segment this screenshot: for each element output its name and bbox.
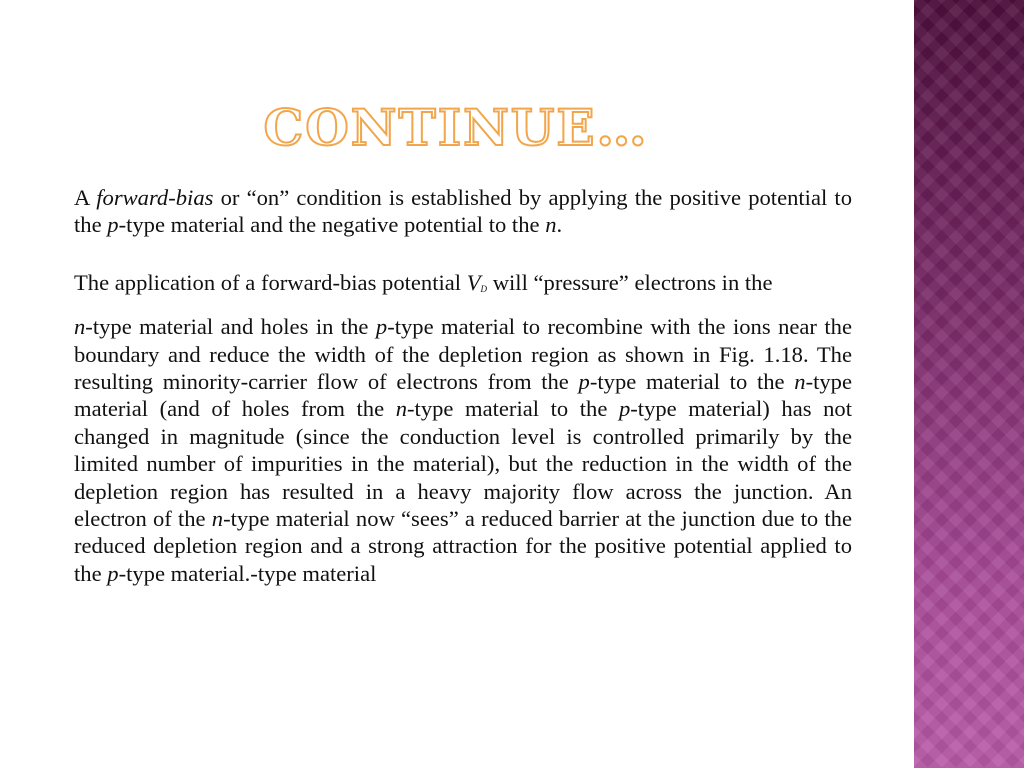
text-italic: V (466, 269, 481, 295)
text-span: -type material to the (589, 369, 795, 395)
text-span: . (556, 212, 563, 238)
text-italic: p (107, 212, 119, 238)
slide-title: CONTINUE… (263, 98, 649, 157)
text-span: will “pressure” electrons in the (487, 269, 773, 295)
text-span: A (74, 185, 97, 210)
text-span: -type material and the negative potential to the (118, 212, 546, 238)
text-span: -type material (and of holes from the (74, 369, 852, 422)
text-span: -type material) has not changed in magnitude (since the conduction level is controlled primarily by the limited number of impurities in the material), but the reduction in the width of the depletion region has resulted in a heavy majority flow across the junction. An electron of the (74, 396, 852, 532)
text-italic: n (794, 369, 806, 395)
text-italic: n (545, 212, 557, 238)
text-italic: forward-bias (96, 185, 214, 210)
text-span: or “on” condition is established by applying the positive potential to the (74, 185, 852, 238)
decorative-side-panel (912, 0, 1024, 768)
text-italic: n (74, 314, 86, 340)
text-italic: p (618, 396, 631, 422)
text-span: -type material to recombine with the ions near the boundary and reduce the width of the depletion region as shown in Fig. 1.18. The resulting minority-carrier flow of electrons from the (74, 314, 852, 395)
subscript-d: D (480, 283, 488, 294)
paragraph-recombination (74, 313, 852, 587)
text-span: The application of a forward-bias potential (74, 269, 467, 295)
text-span: -type material to the (407, 396, 619, 422)
text-italic: n (395, 396, 408, 422)
paragraph-forward-bias (74, 184, 852, 239)
text-italic: p (107, 560, 119, 586)
text-italic: p (578, 369, 590, 395)
text-span: -type material.-type material (118, 560, 377, 586)
text-span: -type material and holes in the (85, 314, 376, 340)
text-italic: p (375, 314, 388, 340)
slide-body (74, 184, 852, 587)
paragraph-application (74, 269, 852, 303)
text-italic: n (211, 506, 224, 532)
text-span: -type material now “sees” a reduced barrier at the junction due to the reduced depletion region and a strong attraction for the positive potential applied to the (74, 506, 852, 586)
